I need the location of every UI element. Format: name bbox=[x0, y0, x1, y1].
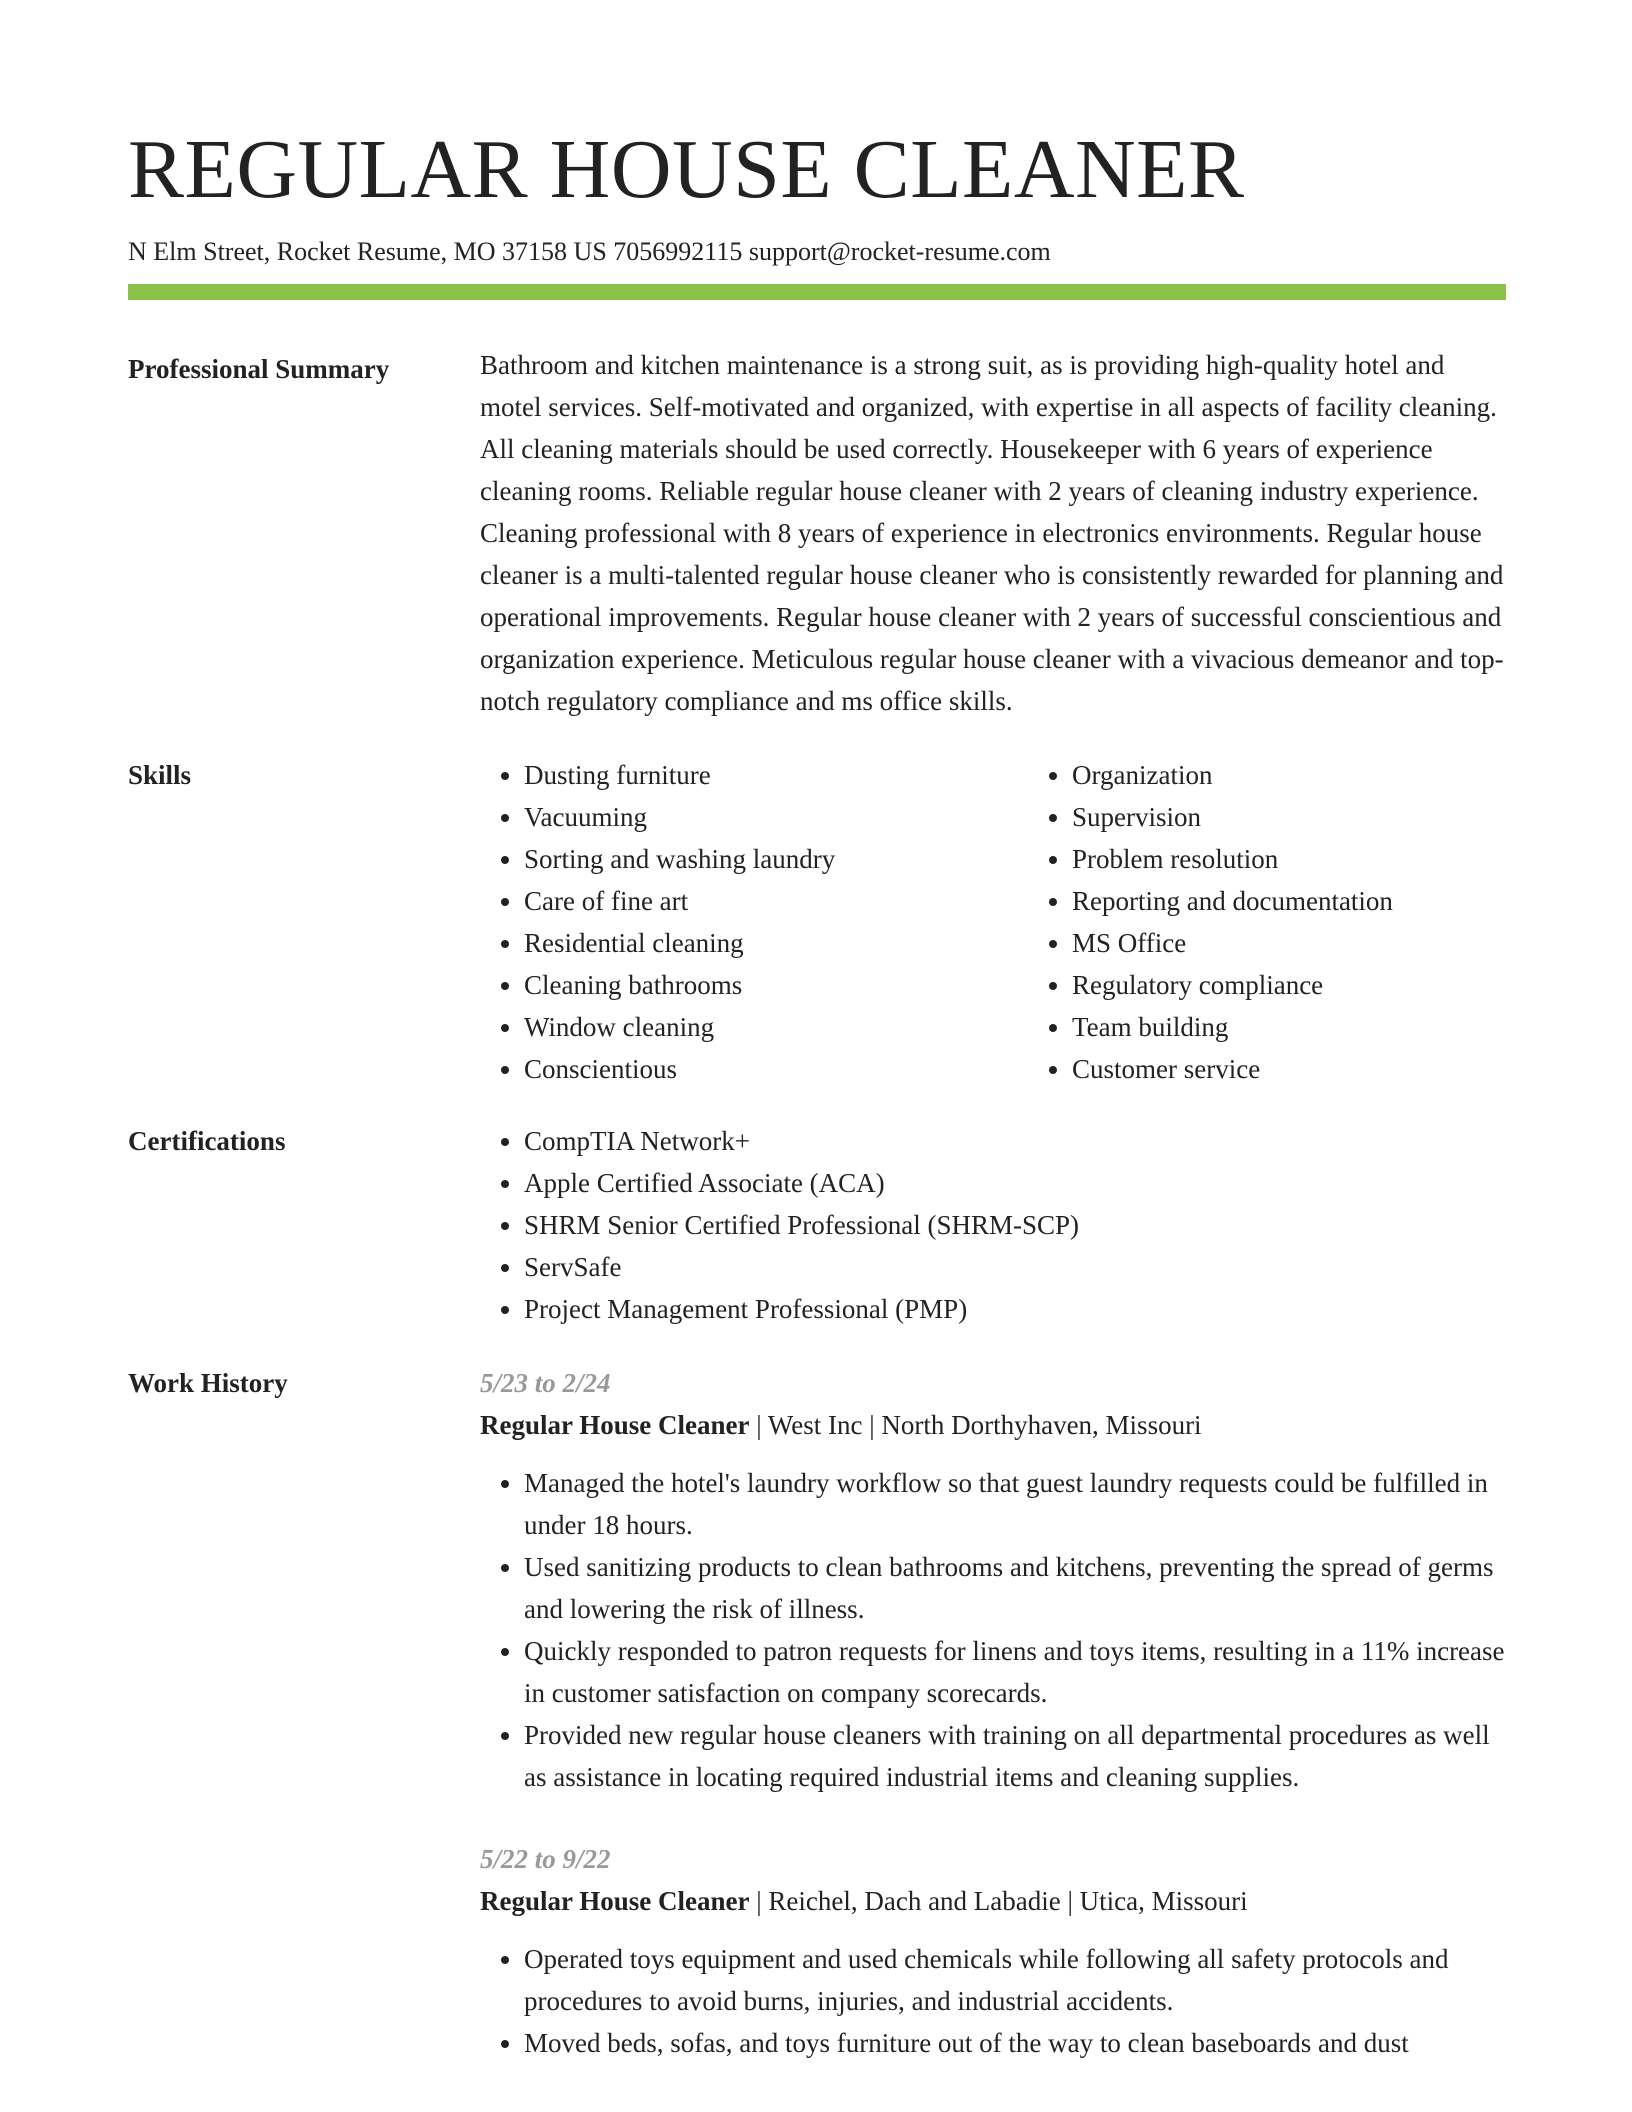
job-dates: 5/23 to 2/24 bbox=[480, 1368, 611, 1398]
section-skills bbox=[128, 754, 1506, 1090]
skill-item: • MS Office bbox=[1072, 922, 1393, 964]
skill-item: • Organization bbox=[1072, 754, 1393, 796]
contact-phone: 7056992115 bbox=[613, 237, 743, 266]
job-bullet: • Operated toys equipment and used chemicals while following all safety protocols and procedures to avoid burns, injuries, and industrial accidents. bbox=[524, 1938, 1506, 2022]
header-divider bbox=[128, 284, 1506, 300]
candidate-name: REGULAR HOUSE CLEANER bbox=[128, 123, 1245, 216]
certification-item: • ServSafe bbox=[524, 1246, 1506, 1288]
job-entry bbox=[480, 1362, 1506, 1798]
job-dates: 5/22 to 9/22 bbox=[480, 1844, 611, 1874]
section-title-work-history: Work History bbox=[128, 1368, 288, 1398]
job-bullet: • Used sanitizing products to clean bathrooms and kitchens, preventing the spread of germs and lowering the risk of illness. bbox=[524, 1546, 1506, 1630]
skill-item: • Supervision bbox=[1072, 796, 1393, 838]
certification-item: • Apple Certified Associate (ACA) bbox=[524, 1162, 1506, 1204]
contact-email[interactable]: support@rocket-resume.com bbox=[748, 237, 1051, 266]
skill-item: • Window cleaning bbox=[524, 1006, 1028, 1048]
job-title: Regular House Cleaner bbox=[480, 1410, 750, 1440]
skills-list-right bbox=[1028, 754, 1393, 1090]
job-details: | West Inc | North Dorthyhaven, Missouri bbox=[749, 1410, 1202, 1440]
summary-text: Bathroom and kitchen maintenance is a strong suit, as is providing high-quality hotel and motel services. Self-motivated and organized, with expertise in all aspects of facility cleaning. All cleaning materials should be used correctly. Housekeeper with 6 years of experience cleaning rooms. Reliable regular house cleaner with 2 years of cleaning industry experience. Cleaning professional with 8 years of experience in electronics environments. Regular house cleaner is a multi-talented regular house cleaner who is consistently rewarded for planning and operational improvements. Regular house cleaner with 2 years of successful conscientious and organization experience. Meticulous regular house cleaner with a vivacious demeanor and top-notch regulatory compliance and ms office skills. bbox=[480, 350, 1504, 716]
contact-address: N Elm Street, Rocket Resume, MO 37158 US bbox=[128, 237, 607, 266]
skill-item: • Residential cleaning bbox=[524, 922, 1028, 964]
certifications-list bbox=[480, 1120, 1506, 1330]
skill-item: • Problem resolution bbox=[1072, 838, 1393, 880]
job-bullets bbox=[480, 1462, 1506, 1798]
certification-item: • SHRM Senior Certified Professional (SHRM-SCP) bbox=[524, 1204, 1506, 1246]
skill-item: • Reporting and documentation bbox=[1072, 880, 1393, 922]
contact-line bbox=[128, 234, 1506, 270]
job-bullet: • Provided new regular house cleaners with training on all departmental procedures as well as assistance in locating required industrial items and cleaning supplies. bbox=[524, 1714, 1506, 1798]
section-title-summary: Professional Summary bbox=[128, 354, 390, 384]
job-header bbox=[480, 1404, 1506, 1446]
section-work-history bbox=[128, 1362, 1506, 2104]
skill-item: • Regulatory compliance bbox=[1072, 964, 1393, 1006]
skill-item: • Customer service bbox=[1072, 1048, 1393, 1090]
skill-item: • Cleaning bathrooms bbox=[524, 964, 1028, 1006]
job-details: | Reichel, Dach and Labadie | Utica, Missouri bbox=[749, 1886, 1248, 1916]
section-professional-summary bbox=[128, 348, 1506, 722]
skill-item: • Vacuuming bbox=[524, 796, 1028, 838]
skill-item: • Team building bbox=[1072, 1006, 1393, 1048]
resume-page bbox=[128, 118, 1506, 2104]
skills-list-left bbox=[480, 754, 1028, 1090]
section-title-skills: Skills bbox=[128, 760, 192, 790]
skill-item: • Care of fine art bbox=[524, 880, 1028, 922]
skill-item: • Sorting and washing laundry bbox=[524, 838, 1028, 880]
job-title: Regular House Cleaner bbox=[480, 1886, 750, 1916]
section-certifications bbox=[128, 1120, 1506, 1330]
skill-item: • Dusting furniture bbox=[524, 754, 1028, 796]
section-title-certifications: Certifications bbox=[128, 1126, 286, 1156]
certification-item: • CompTIA Network+ bbox=[524, 1120, 1506, 1162]
job-bullet: • Managed the hotel's laundry workflow so that guest laundry requests could be fulfilled in under 18 hours. bbox=[524, 1462, 1506, 1546]
skill-item: • Conscientious bbox=[524, 1048, 1028, 1090]
job-bullets bbox=[480, 1938, 1506, 2064]
certification-item: • Project Management Professional (PMP) bbox=[524, 1288, 1506, 1330]
job-bullet: • Moved beds, sofas, and toys furniture out of the way to clean baseboards and dust bbox=[524, 2022, 1506, 2064]
job-header bbox=[480, 1880, 1506, 1922]
job-bullet: • Quickly responded to patron requests for linens and toys items, resulting in a 11% increase in customer satisfaction on company scorecards. bbox=[524, 1630, 1506, 1714]
job-entry bbox=[480, 1838, 1506, 2064]
